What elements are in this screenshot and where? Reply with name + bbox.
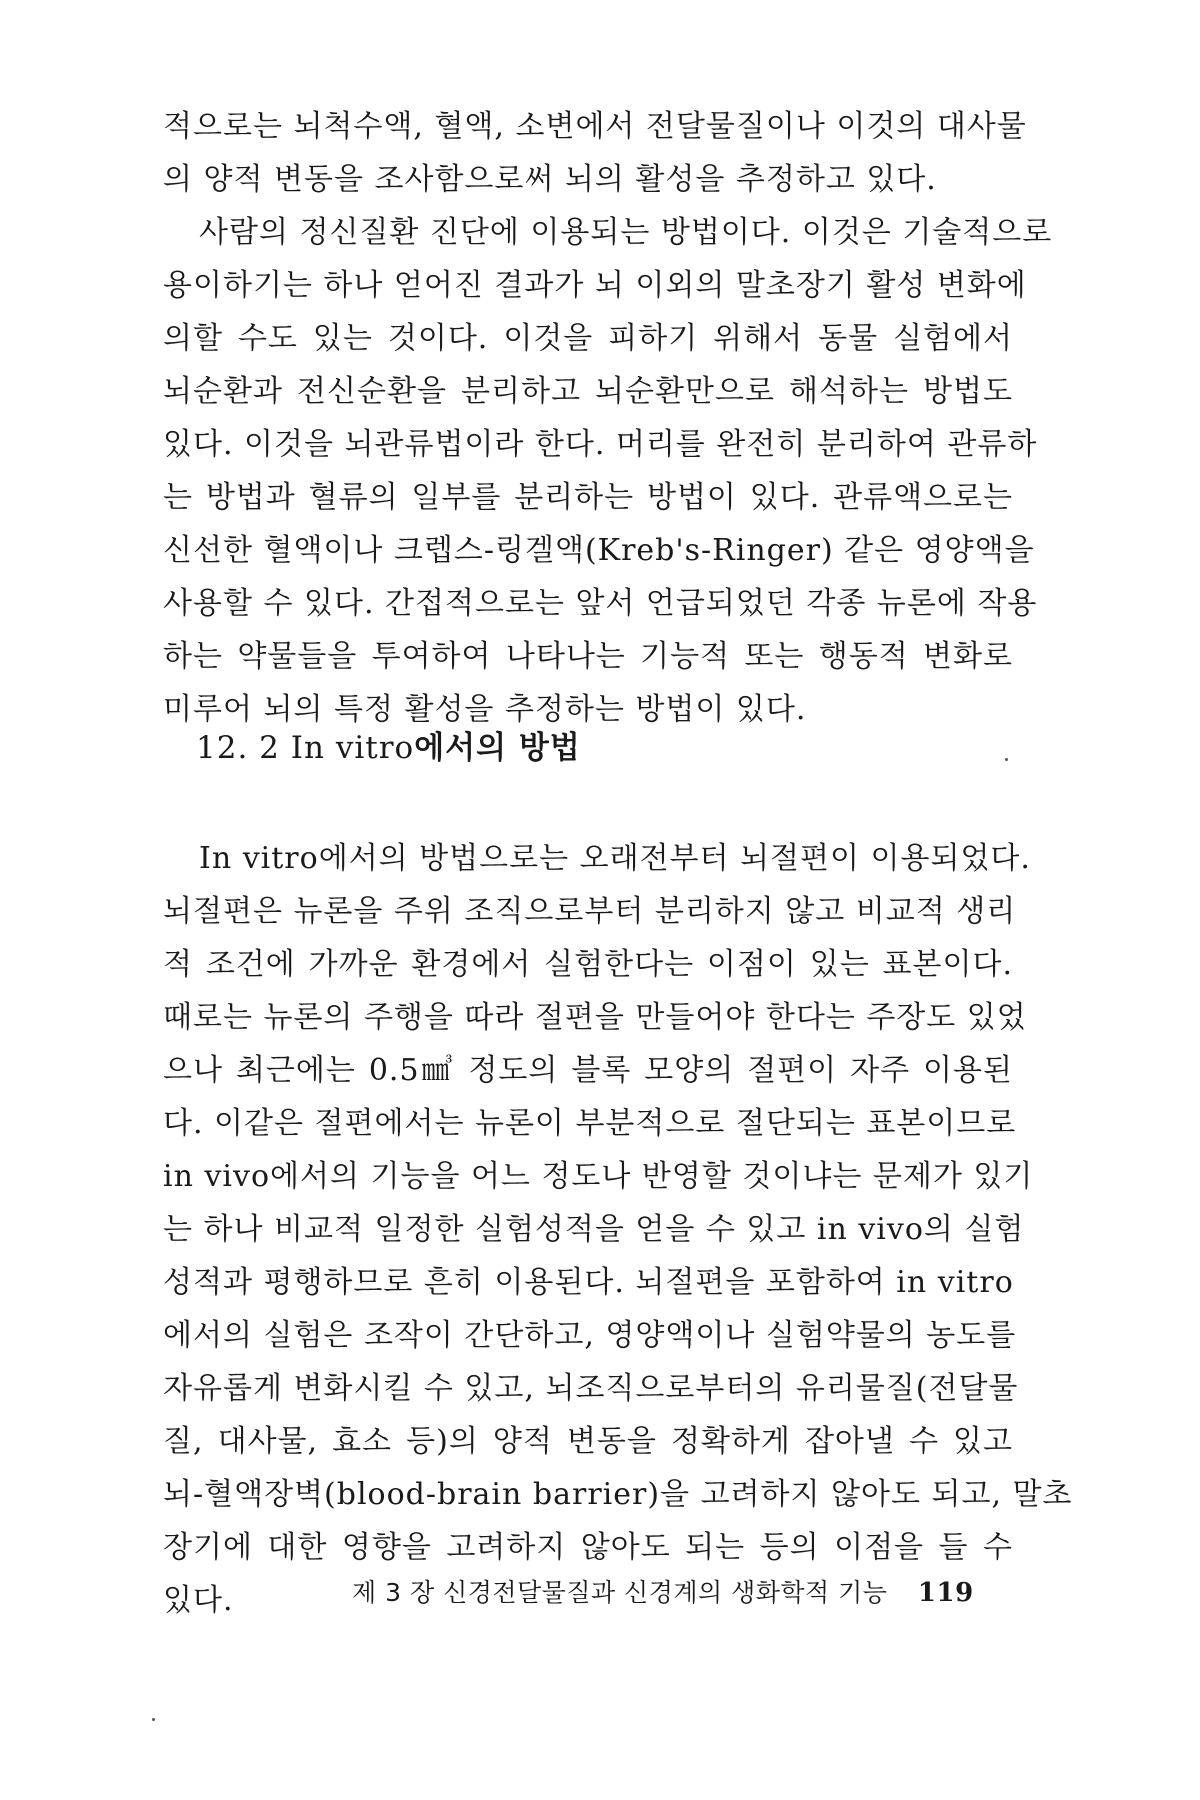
- text-line: 때로는 뉴론의 주행을 따라 절편을 만들어야 한다는 주장도 있었: [163, 1000, 1027, 1035]
- text-line: 사용할 수 있다. 간접적으로는 앞서 언급되었던 각종 뉴론에 작용: [163, 586, 1038, 621]
- text-line: 성적과 평행하므로 흔히 이용된다. 뇌절편을 포함하여 in vitro: [163, 1265, 1014, 1300]
- text-line: 적으로는 뇌척수액, 혈액, 소변에서 전달물질이나 이것의 대사물: [163, 109, 1027, 144]
- text-line: 장기에 대한 영향을 고려하지 않아도 되는 등의 이점을 들 수: [163, 1530, 1013, 1565]
- text-line: 뇌절편은 뉴론을 주위 조직으로부터 분리하지 않고 비교적 생리: [163, 894, 1017, 929]
- text-line: In vitro에서의 방법으로는 오래전부터 뇌절편이 이용되었다.: [199, 841, 1031, 876]
- text-line: 뇌순환과 전신순환을 분리하고 뇌순환만으로 해석하는 방법도: [163, 374, 1013, 409]
- text-line: 에서의 실험은 조작이 간단하고, 영양액이나 실험약물의 농도를: [163, 1318, 1017, 1353]
- text-line: in vivo에서의 기능을 어느 정도나 반영할 것이냐는 문제가 있기: [163, 1159, 1034, 1194]
- paragraph-in-vitro: [163, 832, 1073, 1627]
- text-line: 하는 약물들을 투여하여 나타나는 기능적 또는 행동적 변화로: [163, 639, 1013, 674]
- text-line: 사람의 정신질환 진단에 이용되는 방법이다. 이것은 기술적으로: [199, 215, 1053, 250]
- text-line: 미루어 뇌의 특정 활성을 추정하는 방법이 있다.: [163, 692, 807, 727]
- chapter-label: 제 3 장: [352, 1578, 435, 1607]
- text-line: 의 양적 변동을 조사함으로써 뇌의 활성을 추정하고 있다.: [163, 162, 937, 197]
- paragraph-continued: [163, 100, 1053, 736]
- section-title-latin: In vitro: [290, 730, 415, 766]
- text-line: 는 방법과 혈류의 일부를 분리하는 방법이 있다. 관류액으로는: [163, 480, 1013, 515]
- text-line: 용이하기는 하나 얻어진 결과가 뇌 이외의 말초장기 활성 변화에: [163, 268, 1027, 303]
- print-speck: [152, 1718, 155, 1721]
- text-line: 신선한 혈액이나 크렙스-링겔액(Kreb's-Ringer) 같은 영양액을: [163, 533, 1035, 568]
- text-line: 자유롭게 변화시킬 수 있고, 뇌조직으로부터의 유리물질(전달물: [163, 1371, 1019, 1406]
- text-line: 다. 이같은 절편에서는 뉴론이 부분적으로 절단되는 표본이므로: [163, 1106, 1017, 1141]
- text-line: 있다. 이것을 뇌관류법이라 한다. 머리를 완전히 분리하여 관류하: [163, 427, 1038, 462]
- text-line: 뇌-혈액장벽(blood-brain barrier)을 고려하지 않아도 되고, 말초: [163, 1477, 1073, 1512]
- section-heading: [196, 722, 581, 767]
- section-number: 12. 2: [196, 730, 280, 766]
- text-line: 으나 최근에는 0.5㎣ 정도의 블록 모양의 절편이 자주 이용된: [163, 1053, 1013, 1088]
- text-line: 질, 대사물, 효소 등)의 양적 변동을 정확하게 잡아낼 수 있고: [163, 1424, 1013, 1459]
- text-line: 의할 수도 있는 것이다. 이것을 피하기 위해서 동물 실험에서: [163, 321, 1013, 356]
- print-speck: [1005, 758, 1008, 761]
- text-line: 있다.: [163, 1583, 234, 1618]
- text-line: 적 조건에 가까운 환경에서 실험한다는 이점이 있는 표본이다.: [163, 947, 1013, 982]
- page-footer: [352, 1573, 974, 1609]
- text-line: 는 하나 비교적 일정한 실험성적을 얻을 수 있고 in vivo의 실험: [163, 1212, 1025, 1247]
- chapter-title: 신경전달물질과 신경계의 생화학적 기능: [443, 1578, 888, 1607]
- section-title-korean: 에서의 방법: [414, 730, 581, 766]
- page-number: 119: [917, 1578, 974, 1608]
